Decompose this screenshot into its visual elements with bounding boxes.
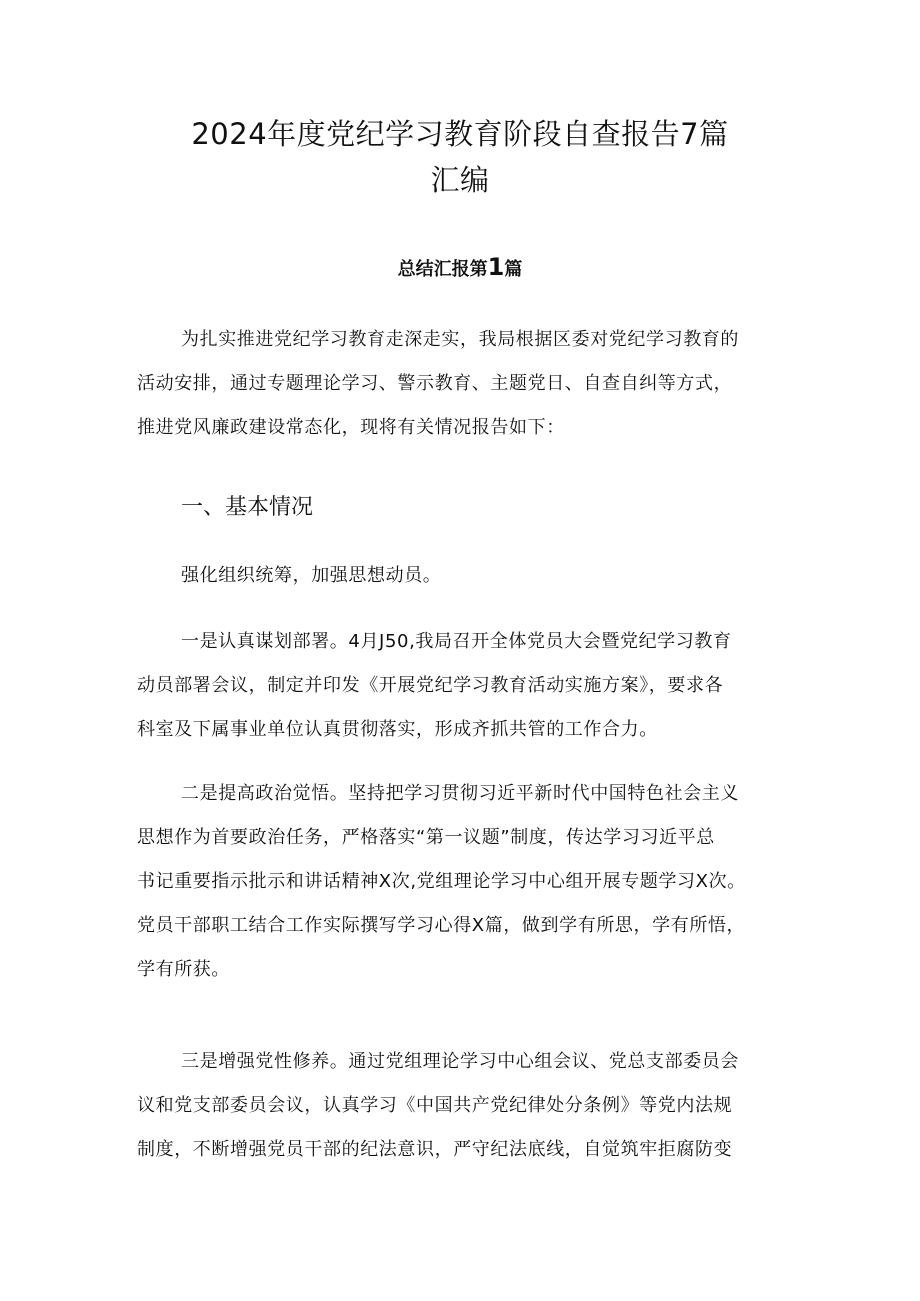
item-1-line: 科室及下属事业单位认真贯彻落实，形成齐抓共管的工作合力。 (137, 719, 658, 740)
item-3-line: 议和党支部委员会议，认真学习《中国共产党纪律处分条例》等党内法规 (137, 1095, 733, 1116)
item-3-paragraph (137, 1040, 787, 1172)
intro-line: 为扎实推进党纪学习教育走深走实，我局根据区委对党纪学习教育的 (181, 329, 739, 350)
section-title-number: 1 (487, 253, 505, 281)
intro-line: 活动安排，通过专题理论学习、警示教育、主题党日、自查自纠等方式， (137, 373, 733, 394)
item-2-line: 书记重要指示批示和讲话精神X次,党组理论学习中心组开展专题学习X次。 (137, 871, 746, 892)
item-2-line: 学有所获。 (137, 959, 230, 980)
item-2-line: 思想作为首要政治任务，严格落实“第一议题”制度，传达学习习近平总 (137, 827, 715, 848)
item-2-line: 二是提高政治觉悟。坚持把学习贯彻习近平新时代中国特色社会主义 (181, 783, 739, 804)
lead-line: 强化组织统筹，加强思想动员。 (181, 565, 442, 586)
item-2-line: 党员干部职工结合工作实际撰写学习心得X篇，做到学有所思，学有所悟， (137, 915, 746, 936)
item-1-paragraph (137, 620, 787, 752)
intro-line: 推进党风廉政建设常态化，现将有关情况报告如下： (137, 417, 565, 438)
document-title-line-1: 2024年度党纪学习教育阶段自查报告7篇 (191, 117, 729, 151)
document-title-line-2: 汇编 (430, 163, 490, 197)
lead-paragraph (137, 554, 787, 598)
item-1-line: 一是认真谋划部署。4月J50,我局召开全体党员大会暨党纪学习教育 (181, 631, 732, 652)
item-1-line: 动员部署会议，制定并印发《开展党纪学习教育活动实施方案》，要求各 (137, 675, 724, 696)
heading-basic-situation: 一、基本情况 (181, 495, 314, 520)
item-2-paragraph (137, 772, 787, 992)
section-title-prefix: 总结汇报第 (397, 259, 488, 280)
section-title (150, 252, 770, 285)
item-3-line: 制度，不断增强党员干部的纪法意识，严守纪法底线，自觉筑牢拒腐防变 (137, 1139, 733, 1160)
item-3-line: 三是增强党性修养。通过党组理论学习中心组会议、党总支部委员会 (181, 1051, 739, 1072)
section-title-suffix: 篇 (504, 259, 523, 280)
intro-paragraph (137, 318, 787, 450)
